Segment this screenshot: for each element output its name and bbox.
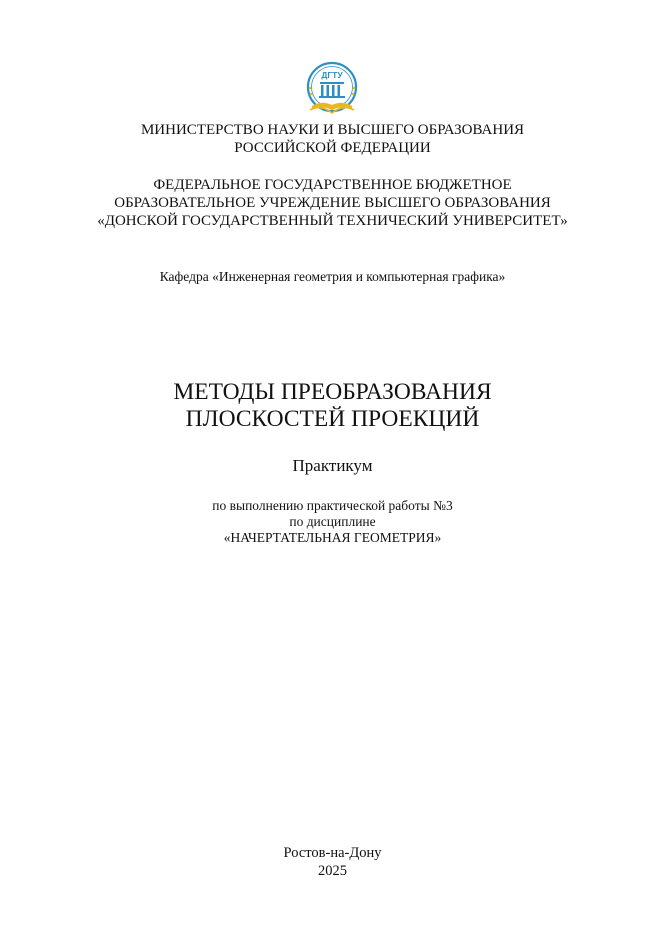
publication-city: Ростов-на-Дону xyxy=(283,845,382,861)
institution-line-3: «ДОНСКОЙ ГОСУДАРСТВЕННЫЙ ТЕХНИЧЕСКИЙ УНИВЕРСИТЕТ» xyxy=(97,213,568,229)
ministry-line-2: РОССИЙСКОЙ ФЕДЕРАЦИИ xyxy=(234,140,431,156)
svg-text:ДГТУ: ДГТУ xyxy=(321,70,343,80)
description-line-3: «НАЧЕРТАТЕЛЬНАЯ ГЕОМЕТРИЯ» xyxy=(223,530,442,545)
document-subtitle: Практикум xyxy=(292,456,373,475)
document-title-line-1: МЕТОДЫ ПРЕОБРАЗОВАНИЯ xyxy=(173,379,492,405)
department-name: Кафедра «Инженерная геометрия и компьютерная графика» xyxy=(159,269,506,284)
description-line-2: по дисциплине xyxy=(289,514,376,529)
university-emblem-icon xyxy=(298,58,366,122)
institution-line-2: ОБРАЗОВАТЕЛЬНОЕ УЧРЕЖДЕНИЕ ВЫСШЕГО ОБРАЗОВАНИЯ xyxy=(114,195,551,211)
ministry-line-1: МИНИСТЕРСТВО НАУКИ И ВЫСШЕГО ОБРАЗОВАНИЯ xyxy=(140,122,525,138)
document-title-line-2: ПЛОСКОСТЕЙ ПРОЕКЦИЙ xyxy=(185,406,480,432)
publication-year: 2025 xyxy=(318,863,347,879)
institution-line-1: ФЕДЕРАЛЬНОЕ ГОСУДАРСТВЕННОЕ БЮДЖЕТНОЕ xyxy=(153,177,512,193)
description-line-1: по выполнению практической работы №3 xyxy=(212,498,453,513)
